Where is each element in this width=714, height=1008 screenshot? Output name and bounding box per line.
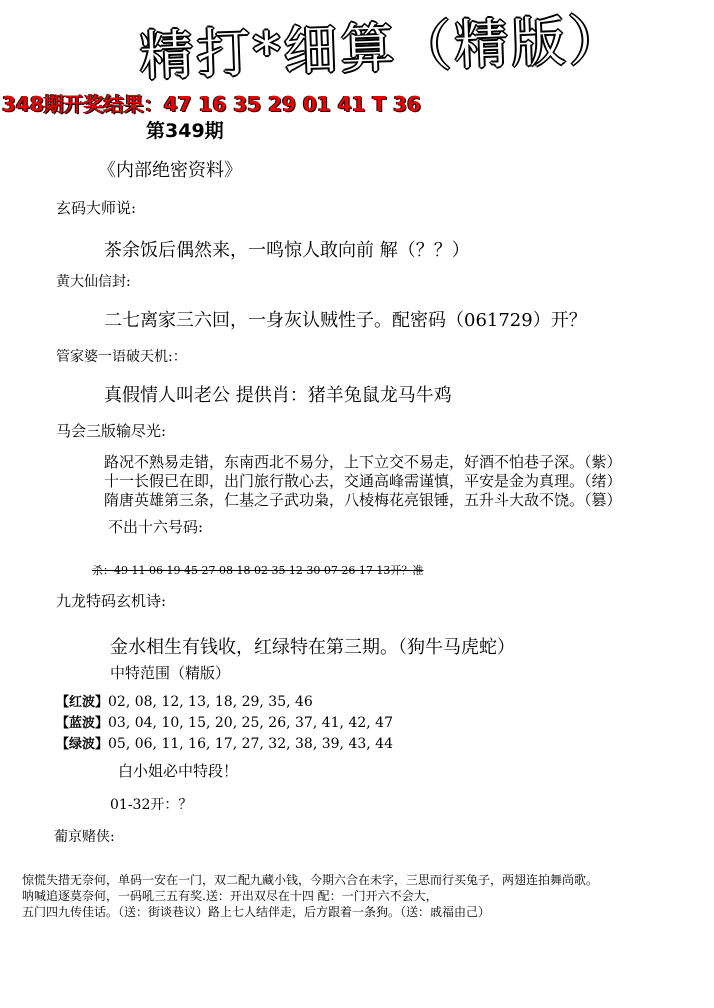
xuanma-label: 玄码大师说: (56, 199, 137, 217)
wave-row (56, 712, 393, 731)
no16-label: 不出十六号码: (108, 518, 204, 536)
huang-text: 二七离家三六回，一身灰认贼性子。配密码（061729）开？ (104, 310, 587, 331)
mahui-line: 路况不熟易走错，东南西北不易分，上下立交不易走，好酒不怕巷子深。（紫） (104, 453, 622, 471)
jiulong-label: 九龙特码玄机诗: (56, 592, 167, 610)
issue-number: 第349期 (146, 120, 224, 142)
wave-row (56, 733, 393, 752)
doc-title: 《内部绝密资料》 (98, 160, 242, 181)
wave-row (56, 691, 313, 710)
wave-numbers: 05, 06, 11, 16, 17, 27, 32, 38, 39, 43, 44 (108, 736, 393, 752)
pujing-line: 呐喊追逐莫奈何，一码吼三五有奖.送：开出双尽在十四 配：一门开六不会大， (22, 889, 438, 903)
jiulong-text: 金水相生有钱收，红绿特在第三期。（狗牛马虎蛇） (110, 637, 515, 658)
wave-numbers: 03, 04, 10, 15, 20, 25, 26, 37, 41, 42, 47 (108, 715, 393, 731)
pujing-label: 葡京赌侠: (54, 829, 115, 845)
xuanma-text: 茶余饭后偶然来，一鸣惊人敢向前 解（？？） (104, 240, 470, 261)
range-open: 01-32开：？ (110, 797, 193, 813)
wave-label: 【红波】 (56, 695, 109, 710)
banner-title: 精打*细算（精版） (138, 8, 627, 88)
mahui-label: 马会三版输尽光: (56, 422, 167, 440)
kill-numbers: 杀：49 11 06 19 45 27 08 18 02 35 12 30 07 26 17 13开？准 (92, 564, 424, 577)
huang-label: 黄大仙信封: (56, 274, 131, 290)
wave-numbers: 02, 08, 12, 13, 18, 29, 35, 46 (108, 694, 313, 710)
range-label: 中特范围（精版） (110, 664, 231, 682)
guanjia-label: 管家婆一语破天机:： (56, 349, 187, 365)
pujing-line: 五门四九传佳话。（送：街谈巷议）路上七人结伴走，后方跟着一条狗。（送：戚福由己） (22, 905, 491, 919)
pujing-line: 惊慌失措无奈何，单码一安在一门，双二配九藏小钱，今期六合在未字，三思而行买兔子，两翅连拍舞尚歌。 (22, 873, 599, 887)
wave-label: 【绿波】 (56, 737, 109, 752)
guanjia-text: 真假情人叫老公 提供肖：猪羊兔鼠龙马牛鸡 (104, 385, 452, 406)
previous-result: 348期开奖结果：47 16 35 29 01 41 T 36 (2, 92, 421, 116)
wave-label: 【蓝波】 (56, 716, 109, 731)
mahui-line: 十一长假已在即，出门旅行散心去，交通高峰需谨慎，平安是金为真理。（绪） (104, 472, 622, 490)
baixiaojie-text: 白小姐必中特段！ (118, 762, 239, 780)
mahui-line: 隋唐英雄第三条，仁基之子武功枭，八棱梅花亮银锤，五升斗大敌不饶。（篡） (104, 491, 622, 509)
